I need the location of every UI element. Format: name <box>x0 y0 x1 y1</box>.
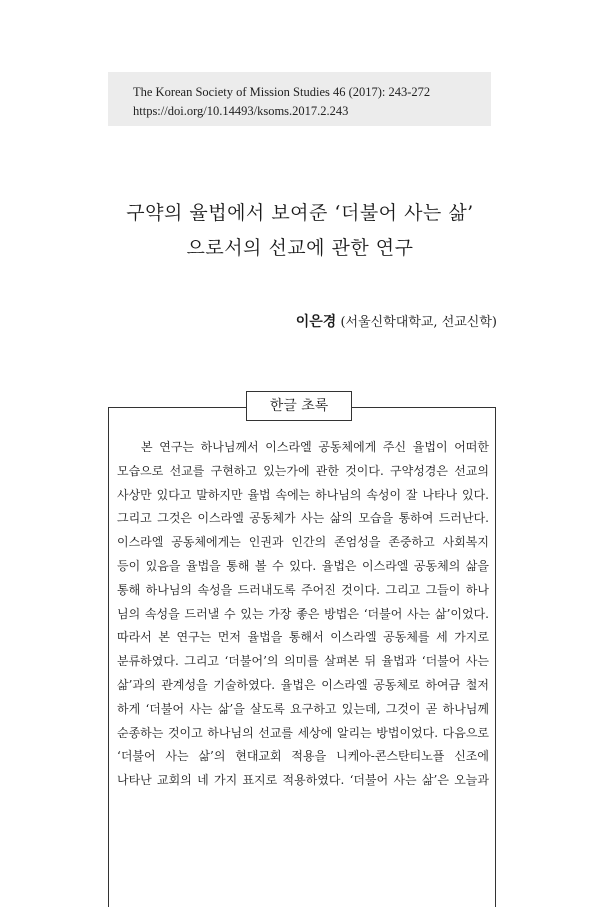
abstract-line: 통해 하나님의 속성을 드러내도록 주어진 것이다. 그리고 그들이 하나 <box>117 582 489 597</box>
abstract-line: 등이 있음을 율법을 통해 볼 수 있다. 율법은 이스라엘 공동체의 삶을 <box>117 558 489 573</box>
abstract-line: 나타난 교회의 네 가지 표지로 적용하였다. ‘더불어 사는 삶’은 오늘과 <box>117 773 489 788</box>
abstract-line: 삶’과의 관계성을 기술하였다. 율법은 이스라엘 공동체로 하여금 철저 <box>117 677 489 692</box>
abstract-line: ‘더불어 사는 삶’의 현대교회 적용을 니케아-콘스탄티노플 신조에 <box>117 749 489 764</box>
abstract-line: 님의 속성을 드러낼 수 있는 가장 좋은 방법은 ‘더불어 사는 삶’이었다. <box>117 606 489 621</box>
author-affiliation: (서울신학대학교, 선교신학) <box>340 315 497 330</box>
abstract-line: 분류하였다. 그리고 ‘더불어’의 의미를 살펴본 뒤 율법과 ‘더불어 사는 <box>117 654 489 669</box>
abstract-line: 하게 ‘더불어 사는 삶’을 살도록 요구하고 있는데, 그것이 곧 하나님께 <box>117 701 489 716</box>
abstract-line: 순종하는 것이고 하나님의 선교를 세상에 알리는 방법이었다. 다음으로 <box>117 725 489 740</box>
abstract-line: 본 연구는 하나님께서 이스라엘 공동체에게 주신 율법이 어떠한 <box>141 440 489 454</box>
paper-title <box>0 196 600 266</box>
paper-title-line-1: 구약의 율법에서 보여준 ‘더불어 사는 삶’ <box>126 202 474 224</box>
abstract-line: 따라서 본 연구는 먼저 율법을 통해서 이스라엘 공동체를 세 가지로 <box>117 630 489 645</box>
doi-link[interactable]: https://doi.org/10.14493/ksoms.2017.2.243 <box>133 104 349 118</box>
journal-header <box>108 72 491 126</box>
abstract-body <box>117 436 489 793</box>
abstract-line: 그리고 그것은 이스라엘 공동체가 사는 삶의 모습을 통하여 드러난다. <box>117 511 489 526</box>
abstract-line: 모습으로 선교를 구현하고 있는가에 관한 것이다. 구약성경은 선교의 <box>117 463 489 478</box>
author-name: 이은경 <box>295 314 337 330</box>
abstract-line: 사상만 있다고 말하지만 율법 속에는 하나님의 속성이 잘 나타나 있다. <box>117 487 489 502</box>
author-block <box>296 311 497 331</box>
abstract-line: 이스라엘 공동체에게는 인권과 인간의 존엄성을 존중하고 사회복지 <box>117 535 489 550</box>
abstract-label: 한글 초록 <box>246 391 352 421</box>
journal-citation: The Korean Society of Mission Studies 46 (2017): 243-272 <box>133 85 431 99</box>
paper-title-line-2: 으로서의 선교에 관한 연구 <box>186 237 414 259</box>
